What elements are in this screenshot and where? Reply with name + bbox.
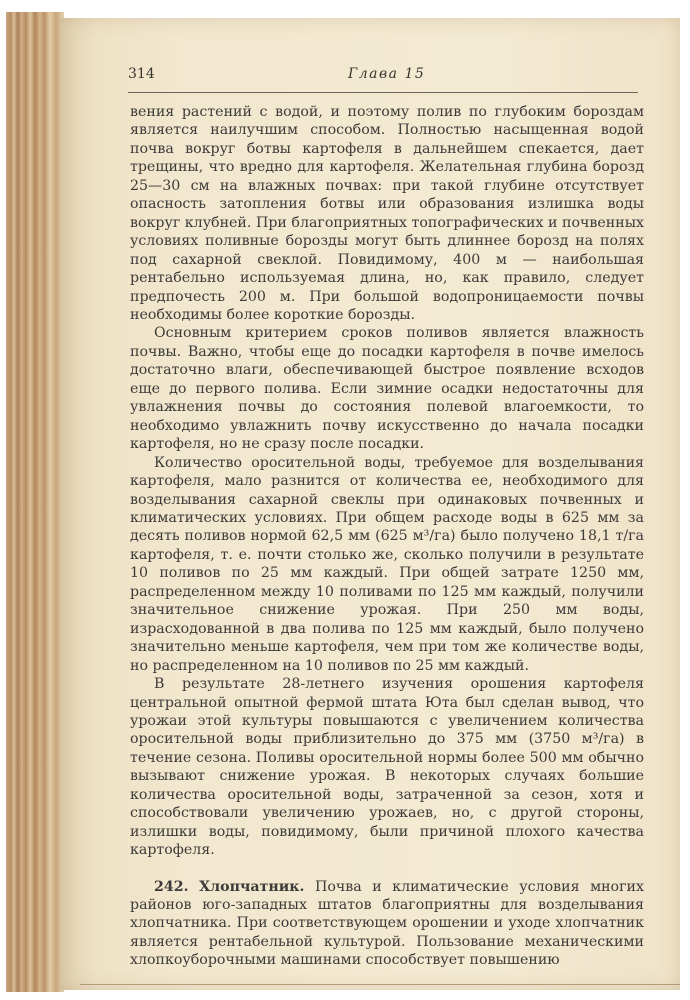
page-body [130, 103, 644, 970]
paragraph-continued: вения растений с водой, и поэтому полив по глубоким бороздам является наилучшим способом. Полностью насыщенная водой почва вокруг ботвы картофеля в дальнейшем спекается, дает трещины, что вредно для картофеля. Желательная глубина борозд 25—30 см на влажных почвах: при такой глубине отсутствует опасность затопления ботвы или образования излишка воды вокруг клубней. При благоприятных топографических и почвенных условиях поливные борозды могут быть длиннее борозд на полях под сахарной свеклой. Повидимому, 400 м — наибольшая рентабельно используемая длина, но, как правило, следует предпочесть 200 м. При большой водопроницаемости почвы необходимы более короткие борозды. [130, 104, 644, 323]
book-spine-page-edges [6, 12, 64, 992]
chapter-title: Глава 15 [348, 66, 426, 82]
paragraph: Количество оросительной воды, требуемое для возделывания картофеля, мало разнится от количества ее, необходимого для возделывания сахарной свеклы при одинаковых почвенных и климатических условиях. При общем расходе воды в 625 мм за десять поливов нормой 62,5 мм (625 м³/га) было получено 18,1 т/га картофеля, т. е. почти столько же, сколько получили в результате 10 поливов по 25 мм каждый. При общей затрате 1250 мм, распределенном между 10 поливами по 125 мм каждый, получили значительное снижение урожая. При 250 мм воды, израсходованной в два полива по 125 мм каждый, было получено значительно меньше картофеля, чем при том же количестве воды, но распределенном на 10 поливов по 25 мм каждый. [130, 454, 644, 674]
section-number: 242. [154, 878, 189, 895]
page-header [128, 66, 636, 86]
page-number: 314 [128, 66, 155, 82]
section-paragraph [130, 878, 644, 970]
header-rule [128, 92, 638, 93]
page-bottom-edge [80, 984, 680, 985]
section-title: Хлопчатник. [199, 878, 305, 895]
section-text: Почва и климатические условия многих районов юго-западных штатов благоприятны для возделывания хлопчатника. При соответствующем орошении и уходе хлопчатник является рентабельной культурой. Пользование механическими хлопкоуборочными машинами способствует повышению [130, 878, 644, 969]
paragraph: В результате 28-летнего изучения орошения картофеля центральной опытной фермой штата Юта был сделан вывод, что урожаи этой культуры повышаются с увеличением количества оросительной воды приблизительно до 375 мм (3750 м³/га) в течение сезона. Поливы оросительной нормы более 500 мм обычно вызывают снижение урожая. В некоторых случаях большие количества оросительной воды, затраченной за сезон, хотя и способствовали увеличению урожаев, но, с другой стороны, излишки воды, повидимому, были причиной плохого качества картофеля. [130, 676, 644, 859]
paragraph: Основным критерием сроков поливов является влажность почвы. Важно, чтобы еще до посадки картофеля в почве имелось достаточно влаги, обеспечивающей быстрое появление всходов еще до первого полива. Если зимние осадки недостаточны для увлажнения почвы до состояния полевой влагоемкости, то необходимо увлажнить почву искусственно до начала посадки картофеля, но не сразу после посадки. [130, 325, 644, 453]
